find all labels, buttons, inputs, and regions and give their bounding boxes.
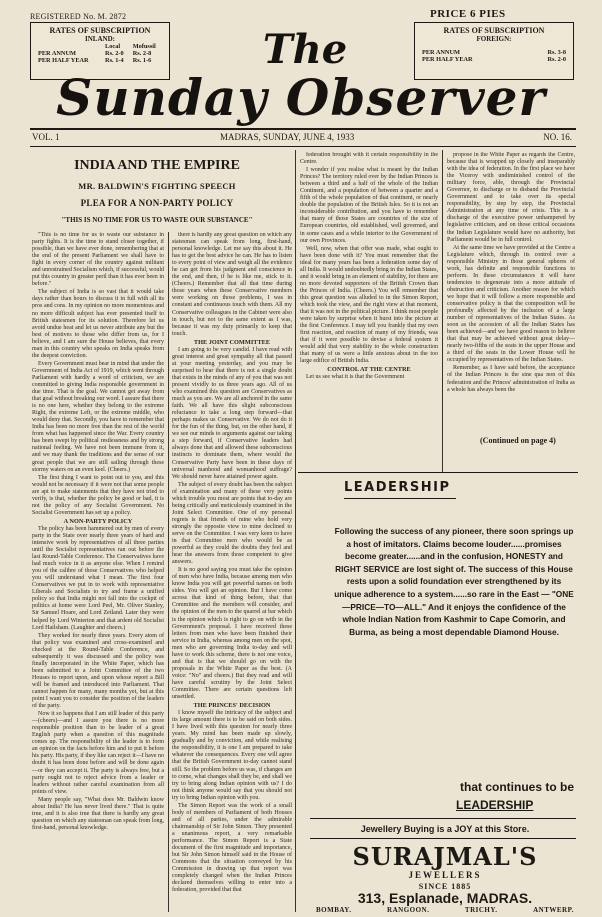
column-divider <box>442 150 443 472</box>
row-label: PER ANNUM <box>422 49 460 56</box>
row-label: PER HALF YEAR <box>38 57 89 64</box>
ad-leadership-continues: that continues to be <box>460 780 574 794</box>
subscription-subtitle: INLAND: <box>85 35 115 43</box>
article-column-3 <box>300 152 438 472</box>
ad-surajmal-cities <box>316 906 574 914</box>
registration-number: REGISTERED No. M. 2872 <box>30 12 127 21</box>
city-name: ANTWERP. <box>533 906 574 914</box>
paragraph: I am going to be very candid. I have read with great interest and great sympathy all that passed at your meeting yesterday, and you may be surprised to hear that there is not a single doubt that exists in the minds of any of you that was not present vividly to us three years ago. All of us who examined this question are Conservatives as much as you are. We are all anchored in the same faith. We all have this slight subconscious reluctance to take a long step forward—that perhaps makes us Conservative. We do not do it for the fun of the thing, but, on the other hand, if we see our minds to arguments against our taking a step forward, if Conservative leaders had always done that and allowed these subconscious instincts to dominate them, where would the Conservative Party have been in these days of universal manhood and womanhood suffrage? We should never have attained power again. <box>172 346 292 480</box>
article-headline: INDIA AND THE EMPIRE <box>74 158 240 173</box>
row-value: Rs. 2-0 <box>547 56 566 63</box>
col-mofussil: Mofussil <box>132 43 156 50</box>
column-divider <box>168 232 169 912</box>
ad-surajmal-name: SURAJMAL'S <box>352 842 538 871</box>
article-quote: "THIS IS NO TIME FOR US TO WASTE OUR SUBSTANCE" <box>61 216 253 224</box>
city-name: BOMBAY. <box>316 906 352 914</box>
ad-surajmal-tagline: Jewellery Buying is a JOY at this Store. <box>360 824 530 834</box>
paragraph: Now it so happens that I am still leader of this party—(cheers)—and I assure you there is no more responsible position than to be leader of a great English party when a question of this magnitude comes up. The responsibility of the leader is to form an opinion on the facts before him and to put it before his party. His party, if they like can reject it—I have no doubt it has been done before and will be done again—or they can accept it. The party is always free, but a party ought not to reject advice from a leader or leaders without rather careful examination from all points of view. <box>32 711 164 795</box>
col-local: Local <box>105 43 121 50</box>
ad-top-rule <box>298 472 578 473</box>
ad-leadership-closing: LEADERSHIP <box>456 798 534 812</box>
paragraph: The policy has been hammered out by men of every party in the State over nearly three years of hard and intensive work by representatives of all three parties until the Socialist representatives ran out before the last Round-Table Conference. The Conservatives have had much voice in it as anyone else. When I remind you of the calibre of those Conservatives who helped you will understand what I mean. The first four Conservatives we put in to work with representative Liberals and Socialists to try and frame a unified policy so that India might not fall into the cockpit of politics at home were Lord Peel, Mr. Oliver Stanley, Sir Samuel Hoare, and Lord Zetland. Later they were helped by Lord Winterton and that ardent old Socialist Lord Hailsham. (Laughter and cheers.) <box>32 525 164 631</box>
paragraph: Well, now, when that offer was made, what ought to have been done with it? You must remember that the ideal for many years has been a federation some day of all India. It would undoubtedly bring in the Indian States, and it would bring in an element of stability, for there are no more devoted supporters of the British Crown than the Princes of India. (Cheers.) You will remember that this great question was alluded to in the Simon Report, which took the view, and the right view at that moment, that it was not in the political picture. I think most people were taken by surprise when it burst into the picture at the first Conference. I may tell you frankly that my own first reaction, and reaction of many of my friends, was that if it were possible to devise a federal system it would add that very stability to the whole construction that many of us were a little anxious about in the too large edifice of British India. <box>300 245 438 365</box>
paragraph: The first thing I want to point out to you, and this would not be necessary if it were not that some people are apt to make statements that they have not tried to verify, is that, whether the policy be good or bad, it is not the policy of any Socialist Government. No Socialist Government has set up a policy. <box>32 474 164 516</box>
subscription-inland-table <box>36 43 164 64</box>
ad-title-underline <box>344 498 456 499</box>
paragraph: federation brought with it certain responsibility in the Centre. <box>300 152 438 166</box>
paragraph: They worked for nearly three years. Every atom of that policy was examined and cross-examined and checked at the Round-Table Conference, and subsequently it was discussed and the policy was finally incorporated in the White Paper, which has been submitted to a Joint Committee of the two Houses to report upon, and upon whose report a Bill will be framed and introduced into Parliament. That cannot happen for many, many months yet, but at this point I want you to consider the position of the leaders of the party. <box>32 632 164 710</box>
table-row <box>36 57 164 64</box>
ad-divider <box>310 818 576 819</box>
column-divider <box>295 150 296 912</box>
row-value: Rs. 3-8 <box>547 49 566 56</box>
paragraph: "This is no time for us to waste our substance in party fights. It is the time to stand closer together, if possible, than we have ever done, remembering that at the end of the present Parliament we shall have to fight in every corner of the country against militant and unrestrained Socialism which, if successful, would put this country in greater peril than it has ever been in before." <box>32 232 164 288</box>
paragraph: At the same time we have provided at the Centre a Legislature which, through its control over a responsible Ministry in those general spheres of work, has definite and responsible functions to perform. In these circumstances it will have tendencies to degenerate into a more attitude of obstruction and criticism. Another reason for which we hope that it will follow a more responsible and conservative policy is that the composition will be profoundly affected by the inclusion of a large number of representatives of the Indian States. As soon as the accession of all the Indian States has been achieved—and we have good reason to believe that that may be achieved without great delay—nearly two-fifths of the seats in the upper House and a third of the seats in the Lower House will be occupied by representatives of the Indian States. <box>447 244 575 364</box>
paragraph: It is no good saying you must take the opinion of men who have India, because among men who know India you will get powerful names on both sides. You will get an opinion. But I have come across that kind of thing before, that that Committee and the members will consider, and the opinion of the men to the quarrel at bar which is the opinion which is right to go on with in the Government's proposal. I have received these letters from men who have been finished their service in India, whereas among men on the spot, men who are governing India to-day and will have to work this scheme, there is not one voice, and that is that we should go on with the proposals in the White Paper as the best. (A voice: "No" and cheers.) But they read and will have careful scrutiny by the Joint Select Committee. There are certain questions left unsettled. <box>172 567 292 701</box>
paragraph: I know myself the intricacy of the subject and its large amount there is to be said on both sides. I have lived with this question for nearly three years. My mind has been made up slowly, gradually and by conviction, and while realising the responsibility, it is one I am prepared to take whatever the consequences. Every one will agree that the British Government to-day cannot stand still. So the problem before us was, if changes are to come, what changes shall they be, and shall we try to bring along Indian opinion with us? I do not think anyone would say that you should not try to bring Indian opinion with you. <box>172 710 292 801</box>
volume-label: VOL. 1 <box>32 132 60 142</box>
ad-surajmal-since: SINCE 1885 <box>418 882 472 891</box>
subscription-foreign-table <box>420 49 568 63</box>
subscription-title: RATES OF SUBSCRIPTION <box>443 26 545 35</box>
article-subhead-1: MR. BALDWIN'S FIGHTING SPEECH <box>78 181 236 191</box>
section-heading: A NON-PARTY POLICY <box>63 517 133 525</box>
paragraph: The subject of every doubt has been the subject of examination and many of these very points which trouble you most are points that to-day are being critically and meticulously examined in the Joint Select Committee. One of my personal regrets is that friends of mine who hold very strongly the opposite view to mine declined to serve on the Committee. I was very keen to have in that Committee men who would be as powerful as they could the doubts they feel and hear the answers from those competent to give answers. <box>172 481 292 566</box>
table-row <box>420 56 568 63</box>
masthead-title: Sunday Observer <box>56 68 546 127</box>
ad-divider <box>310 838 576 839</box>
paragraph: propose in the White Paper as regards the Centre, because that is wrapped up closely and inseparably with the idea of federation. In the first place we have the Viceroy with undiminished control of the military force, able, through the Provincial Governor, to discharge or to disband the Provincial Government and to take over its special responsibility, by step by step, the Provincial Administration at any time of crisis. This is a discharge of the executive power unhampered by legislative criticism, and on those critical occasions the Indian Legislature would have no authority, but Parliament would be in full control. <box>447 152 575 243</box>
ad-surajmal-address: 313, Esplanade, MADRAS. <box>357 890 533 906</box>
row-mofussil: Rs. 1-6 <box>132 57 152 64</box>
city-name: RANGOON. <box>387 906 430 914</box>
price-label: PRICE 6 PIES <box>430 8 506 20</box>
paragraph: Remember, as I have said before, the acceptance of the Indian Princes is the sine qua non of this federation and the Princes' administration of India as a whole has always been the <box>447 365 575 393</box>
article-column-4 <box>447 152 575 432</box>
table-row <box>36 50 164 57</box>
paragraph: The subject of India is so vast that it would take days rather than hours to discuss it in full with all its pros and cons. In my opinion no more momentous and no more difficult subject has ever presented itself to British statesmen for its solution. Therefore let us avoid undue heat and let us never attribute any but the best of motives to those who differ from us, for I believe, and I am sure the House believes, that every man in this country who speaks on India speaks from the deepest conviction. <box>32 289 164 359</box>
masthead-rule-top <box>30 128 576 130</box>
masthead-the: The <box>262 26 348 73</box>
ad-surajmal-sub: JEWELLERS <box>408 870 482 880</box>
paragraph: there is hardly any great question on which any statesman can speak from long, first-hand, personal knowledge. Let me say this about it. He has to get the best advice he can. He has to listen to every point of view and weigh all the evidence he can get from his judgment and conscience in the end, and then, if he is like me, stick to it. (Cheers.) Remember that all that time during those years when these Conservative members were working on those problems, I was in constant and continuous touch with them. All my Conservative colleagues in the Cabinet were also in touch, but not to the same extent as I was, because it was my duty primarily to keep that touch. <box>172 232 292 337</box>
issue-date: MADRAS, SUNDAY, JUNE 4, 1933 <box>220 132 355 142</box>
continued-notice: (Continued on page 4) <box>480 436 556 445</box>
table-row <box>420 49 568 56</box>
paragraph: Let us see what it is that the Government <box>306 374 405 381</box>
article-subhead-2: PLEA FOR A NON-PARTY POLICY <box>80 198 234 208</box>
section-heading: THE JOINT COMMITTEE <box>193 338 271 346</box>
ad-leadership-title: LEADERSHIP <box>344 480 451 495</box>
city-name: TRICHY. <box>464 906 498 914</box>
subscription-title: RATES OF SUBSCRIPTION <box>49 26 151 35</box>
ad-leadership-body: Following the success of any pioneer, there soon springs up a host of imitators. Claims become louder......promises become greater......and in the confusion, HONESTY and RIGHT SERVICE are lost sight of. The success of this House rests upon a solid foundation ever strengthened by its unique adherence to a system......so rare in the East — "ONE—PRICE—TO—ALL." And it enjoys the confidence of the whole Indian Nation from Kashmir to Cape Comorin, and Burma, as being a most dependable Diamond House. <box>334 526 574 637</box>
paragraph: Many people say, "What does Mr. Baldwin know about India? He has never lived there." That is quite true, and it is also true that there is hardly any great question on which any statesman can speak from long, first-hand, personal knowledge. <box>32 796 164 831</box>
section-heading: CONTROL AT THE CENTRE <box>327 366 411 374</box>
paragraph: Every Government must bear in mind that under the Government of India Act of 1919, which went through Parliament with hardly a word of criticism, we are committed to giving India responsible government in due time. That is the goal. We cannot get away from that goal without breaking our word. I assure that there is no one here, whether they belong to the extreme Right, the extreme Left, or the extreme middle, who would deny that. Secondly, you have to remember that India has been no more free than the rest of the world from what has happened since the War. Every country has been swept by political restlessness and by strong national feeling. We have not been immune from it, and we may thank the traditions and the sense of our great people that we are still sailing through these stormy waters on an even keel. (Cheers.) <box>32 360 164 473</box>
paragraph: The Simon Report was the work of a small body of members of Parliament of both Houses and of all parties, under the admirable chairmanship of Sir John Simon. They presented a unanimous report, a very remarkable performance. The Simon Report is a State document of the first magnitude and importance, but Sir John Simon himself said in the House of Commons that the situation conveyed by his Commission in drawing up that report was completely changed when the Indian Princes declared themselves willing to enter into a federation, provided that that <box>172 802 292 894</box>
section-heading: THE PRINCES' DECISION <box>193 702 271 710</box>
issue-number: NO. 16. <box>543 132 572 142</box>
article-column-2 <box>172 232 292 912</box>
row-local: Rs. 2-0 <box>105 50 124 57</box>
article-column-1 <box>32 232 164 912</box>
subscription-subtitle: FOREIGN: <box>476 35 512 43</box>
masthead-rule-bottom <box>30 146 576 147</box>
row-local: Rs. 1-4 <box>105 57 124 64</box>
row-label: PER ANNUM <box>38 50 76 57</box>
row-mofussil: Rs. 2-8 <box>132 50 152 57</box>
row-label: PER HALF YEAR <box>422 56 473 63</box>
paragraph: I wonder if you realise what is meant by the Indian Princes? The territory ruled over by the Indian Princes is between a third and a half of the whole of the Indian Continent, and a population of between a quarter and a fifth of the whole population of that continent, or nearly double the population of the British Isles. So it is not an inconsiderable contribution, and you have to remember that many of those States are countries of the size of European countries, old established, well governed, and in some cases and a while interior to the Government of our own Provinces. <box>300 167 438 244</box>
